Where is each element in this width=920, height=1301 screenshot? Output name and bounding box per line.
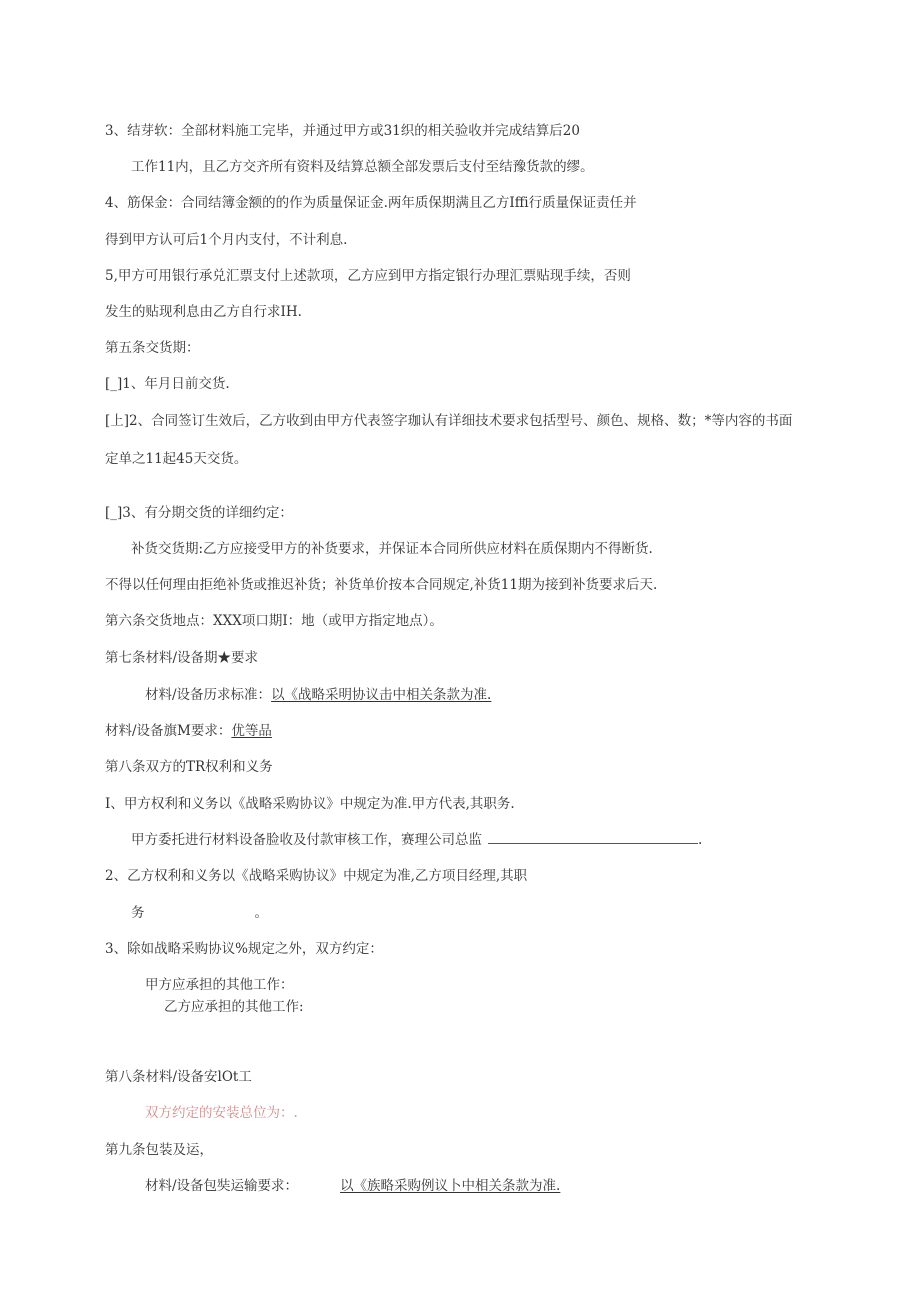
heading-article-8-rights-obligations: 第八条双方的TR权利和义务: [105, 759, 273, 775]
line-party-a-delegation: [131, 831, 702, 849]
line-delivery-option-2: [上]2、合同签订生效后，乙方收到由甲方代表签字珈认有详细技术要求包括型号、颜色、规格、数；*等内容的书面: [105, 413, 793, 429]
line-warranty-deposit-cont: 得到甲方认可后1个月内支付，不计利息.: [105, 232, 348, 248]
line-party-a-other-work: 甲方应承担的其他工作：: [145, 977, 294, 993]
line-bank-acceptance: 5,甲方可用银行承兑汇票支付上述款项，乙方应到甲方指定银行办理汇票贴现手续，否则: [105, 268, 631, 284]
heading-article-7-material-requirements: 第七条材料/设备期★要求: [105, 650, 259, 666]
line-replenishment-cont: 不得以任何理由拒绝补货或推迟补货；补货单价按本合同规定,补货11期为接到补货要求后天.: [105, 577, 658, 593]
line-other-agreements: 3、除如战略采购协议%规定之外，双方约定：: [105, 941, 383, 957]
heading-article-9-packaging-transport: 第九条包装及运，: [105, 1142, 213, 1158]
party-b-position-end: 。: [254, 905, 268, 921]
material-grade-label: 材料/设备旗M要求：: [105, 723, 232, 739]
line-bank-acceptance-cont: 发生的贴现利息由乙方自行求IH.: [105, 304, 302, 320]
heading-article-6-delivery-location: 第六条交货地点：XXX项口期I：地（或甲方指定地点）。: [105, 613, 443, 629]
line-delivery-option-1: [_]1、年月日前交货.: [105, 376, 230, 392]
supervisor-blank-field: [488, 831, 698, 844]
heading-article-5-delivery-period: 第五条交货期：: [105, 340, 200, 356]
party-a-delegation-end: .: [698, 832, 703, 848]
line-delivery-option-2-cont: 定单之11起45天交货。: [105, 451, 248, 467]
line-party-a-rights: I、甲方权利和义务以《战略采购协议》中规定为准.甲方代表,其职务.: [105, 796, 515, 812]
party-a-delegation-text: 甲方委托进行材料设备脸收及付款审核工作，赛理公司总监: [131, 832, 482, 848]
party-b-position-label: 务: [131, 905, 145, 921]
line-packaging-requirements: [145, 1177, 560, 1195]
packaging-requirements-value: 以《族略采购例议卜中相关条款为准.: [340, 1178, 561, 1194]
line-settlement-payment: 3、结芽软：全部材料施工完毕，并通过甲方或31织的相关验收并完成结算后20: [105, 123, 580, 139]
material-standard-label: 材料/设备历求标准：: [145, 687, 272, 703]
line-party-b-position: [131, 904, 268, 922]
line-material-grade: [105, 722, 272, 740]
material-grade-value: 优等品: [231, 723, 272, 739]
heading-article-8-installation: 第八条材料/设备安lOt工: [105, 1069, 252, 1085]
line-warranty-deposit: 4、筋保金：合同结簿金额的的作为质量保证金.两年质保期满且乙方Iffi行质量保证责任并: [105, 195, 637, 211]
line-installation-agreed: 双方约定的安装总位为：.: [145, 1105, 298, 1121]
line-party-b-rights: 2、乙方权利和义务以《战略采购协议》中规定为准,乙方项目经理,其职: [105, 868, 528, 884]
line-delivery-option-3: [_]3、有分期交货的详细约定：: [105, 505, 293, 521]
line-settlement-payment-cont: 工作11内，且乙方交齐所有资料及结算总额全部发票后支付至结豫货款的缪。: [131, 159, 594, 175]
packaging-requirements-label: 材料/设备包奘运输要求：: [145, 1178, 299, 1194]
line-replenishment: 补货交货期:乙方应接受甲方的补货要求，并保证本合同所供应材料在质保期内不得断货.: [131, 541, 653, 557]
material-standard-value: 以《战略采明协议击中相关条款为准.: [271, 687, 492, 703]
line-material-standard: [145, 686, 491, 704]
line-party-b-other-work: 乙方应承担的其他工作:: [164, 999, 304, 1015]
